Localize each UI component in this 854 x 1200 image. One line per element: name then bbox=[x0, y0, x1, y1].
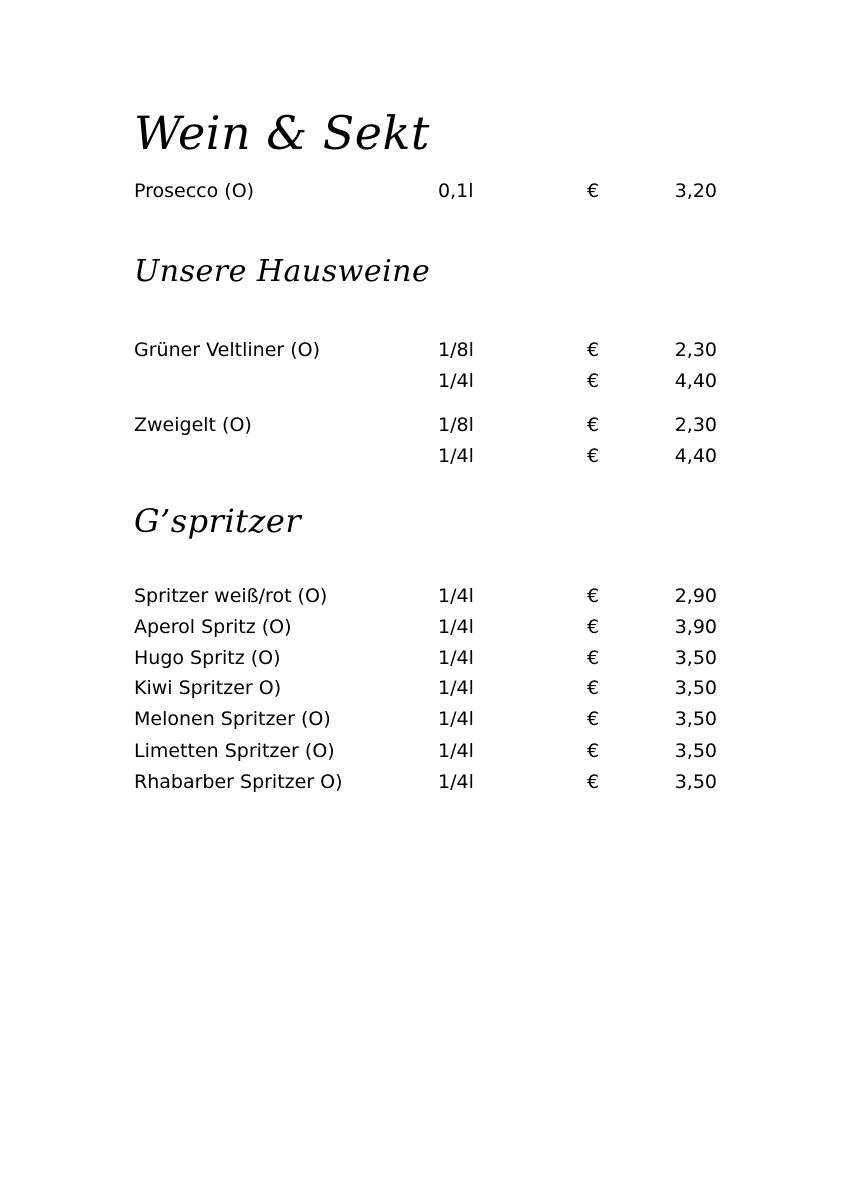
currency-symbol: € bbox=[587, 771, 600, 793]
item-price: 3,90 bbox=[674, 616, 717, 638]
item-volume: 1/4l bbox=[438, 740, 474, 762]
currency-symbol: € bbox=[587, 370, 600, 392]
heading-wein-sekt: Wein & Sekt bbox=[134, 106, 430, 160]
item-volume: 1/4l bbox=[438, 370, 474, 392]
item-name: Aperol Spritz (O) bbox=[134, 616, 292, 638]
currency-symbol: € bbox=[587, 616, 600, 638]
item-volume: 1/4l bbox=[438, 677, 474, 699]
menu-row-spritzer-weiss-rot bbox=[0, 583, 854, 609]
item-price: 2,30 bbox=[674, 339, 717, 361]
item-name: Kiwi Spritzer O) bbox=[134, 677, 282, 699]
item-name: Rhabarber Spritzer O) bbox=[134, 771, 343, 793]
item-price: 3,50 bbox=[674, 647, 717, 669]
currency-symbol: € bbox=[587, 585, 600, 607]
item-volume: 1/4l bbox=[438, 445, 474, 467]
currency-symbol: € bbox=[587, 740, 600, 762]
item-volume: 1/4l bbox=[438, 708, 474, 730]
menu-row-kiwi-spritzer bbox=[0, 675, 854, 701]
item-name: Hugo Spritz (O) bbox=[134, 647, 281, 669]
item-volume: 1/8l bbox=[438, 339, 474, 361]
item-price: 4,40 bbox=[674, 370, 717, 392]
currency-symbol: € bbox=[587, 677, 600, 699]
currency-symbol: € bbox=[587, 339, 600, 361]
item-volume: 1/8l bbox=[438, 414, 474, 436]
menu-row-hugo-spritz bbox=[0, 645, 854, 671]
item-price: 3,20 bbox=[674, 180, 717, 202]
item-volume: 1/4l bbox=[438, 647, 474, 669]
currency-symbol: € bbox=[587, 647, 600, 669]
item-volume: 1/4l bbox=[438, 616, 474, 638]
menu-row-aperol-spritz bbox=[0, 614, 854, 640]
item-price: 3,50 bbox=[674, 771, 717, 793]
item-price: 2,30 bbox=[674, 414, 717, 436]
menu-row-prosecco bbox=[0, 178, 854, 204]
item-volume: 1/4l bbox=[438, 585, 474, 607]
menu-row-gruener-veltliner-large bbox=[0, 368, 854, 394]
item-name: Limetten Spritzer (O) bbox=[134, 740, 335, 762]
item-name: Prosecco (O) bbox=[134, 180, 255, 202]
item-name: Grüner Veltliner (O) bbox=[134, 339, 321, 361]
item-price: 3,50 bbox=[674, 740, 717, 762]
currency-symbol: € bbox=[587, 180, 600, 202]
item-volume: 1/4l bbox=[438, 771, 474, 793]
menu-row-gruener-veltliner-small bbox=[0, 337, 854, 363]
menu-row-melonen-spritzer bbox=[0, 706, 854, 732]
currency-symbol: € bbox=[587, 445, 600, 467]
item-price: 4,40 bbox=[674, 445, 717, 467]
currency-symbol: € bbox=[587, 708, 600, 730]
heading-gspritzer: G’spritzer bbox=[134, 502, 302, 540]
item-volume: 0,1l bbox=[438, 180, 474, 202]
menu-row-zweigelt-large bbox=[0, 443, 854, 469]
item-price: 3,50 bbox=[674, 708, 717, 730]
item-name: Melonen Spritzer (O) bbox=[134, 708, 331, 730]
heading-hausweine: Unsere Hausweine bbox=[134, 254, 431, 289]
item-price: 2,90 bbox=[674, 585, 717, 607]
currency-symbol: € bbox=[587, 414, 600, 436]
item-name: Zweigelt (O) bbox=[134, 414, 252, 436]
item-price: 3,50 bbox=[674, 677, 717, 699]
menu-row-limetten-spritzer bbox=[0, 738, 854, 764]
item-name: Spritzer weiß/rot (O) bbox=[134, 585, 328, 607]
menu-row-rhabarber-spritzer bbox=[0, 769, 854, 795]
menu-row-zweigelt-small bbox=[0, 412, 854, 438]
